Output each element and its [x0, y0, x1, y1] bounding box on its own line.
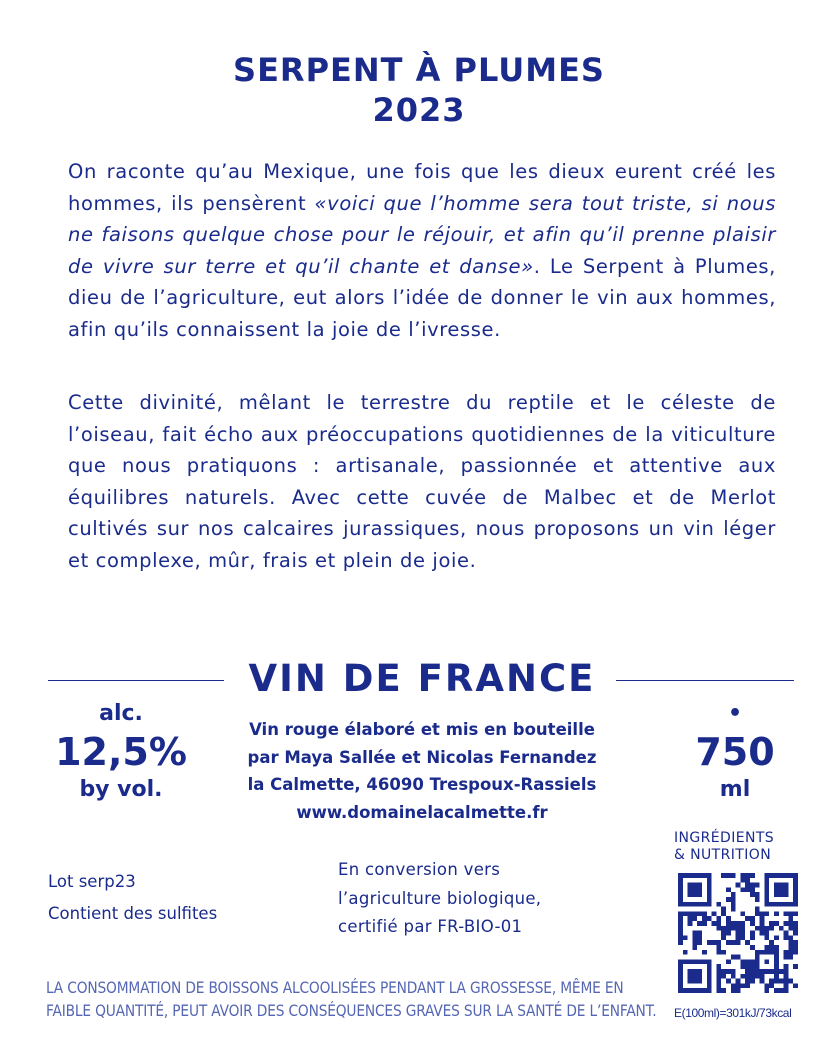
alcohol-unit: by vol.: [79, 777, 163, 802]
qr-code-icon[interactable]: [678, 873, 798, 993]
producer-line-1: Vin rouge élaboré et mis en bouteille: [249, 720, 595, 739]
producer-line-3: la Calmette, 46090 Trespoux-Rassiels: [247, 775, 597, 794]
organic-info: [338, 856, 541, 942]
nutrition-heading: [674, 830, 798, 863]
divider-right: [616, 680, 794, 681]
organic-line-3: certifié par FR-BIO-01: [338, 917, 523, 936]
organic-line-1: En conversion vers: [338, 860, 501, 879]
energy-value: E(100ml)=301kJ/73kcal: [674, 1006, 792, 1020]
bullet-dot: •: [727, 701, 743, 726]
story-quote: «voici que l’homme sera tout triste, si nous ne faisons quelque chose pour le réjouir, et afin qu’il prenne plaisir de vivre sur terre et qu’il chante et danse»: [68, 191, 777, 278]
alcohol-block: [30, 700, 212, 804]
story-text-a: On raconte qu’au Mexique, une fois que les dieux eurent créé les hommes, ils pensèrent: [68, 160, 776, 215]
producer-website: www.domainelacalmette.fr: [296, 802, 548, 822]
lot-number: Lot serp23: [48, 872, 136, 891]
warning-line-1: LA CONSOMMATION DE BOISSONS ALCOOLISÉES PENDANT LA GROSSESSE, MÊME EN: [46, 978, 624, 997]
organic-line-2: l’agriculture biologique,: [338, 888, 542, 908]
alcohol-label: alc.: [99, 701, 143, 726]
story-paragraph-2: Cette divinité, mêlant le terrestre du reptile et le céleste de l’oiseau, fait écho aux préoccupations quotidiennes de la viticulture que nous pratiquons : artisanale, passionnée et attentive aux équilibres naturels. Avec cette cuvée de Malbec et de Merlot cultivés sur nos calcaires jurassiques, nous proposons un vin léger et complexe, mûr, frais et plein de joie.: [68, 391, 776, 572]
volume-block: [660, 700, 810, 804]
pregnancy-warning: [46, 976, 665, 1022]
sulfites-notice: Contient des sulfites: [48, 904, 218, 923]
producer-info: [222, 716, 622, 826]
volume-unit: ml: [719, 777, 751, 802]
wine-name: SERPENT À PLUMES: [233, 51, 605, 89]
appellation: VIN DE FRANCE: [248, 657, 596, 700]
story-text-b: . Le Serpent à Plumes, dieu de l’agriculture, eut alors l’idée de donner le vin aux hommes, afin qu’ils connaissent la joie de l’ivresse.: [68, 254, 776, 341]
divider-left: [48, 680, 224, 681]
volume-value: 750: [695, 730, 775, 774]
warning-line-2: FAIBLE QUANTITÉ, PEUT AVOIR DES CONSÉQUENCES GRAVES SUR LA SANTÉ DE L’ENFANT.: [46, 1001, 657, 1020]
story-paragraph-1: [68, 156, 776, 345]
lot-info: [48, 866, 217, 930]
alcohol-value: 12,5%: [55, 730, 187, 774]
producer-line-2: par Maya Sallée et Nicolas Fernandez: [247, 747, 597, 767]
nutrition-line-2: & NUTRITION: [674, 846, 772, 863]
nutrition-line-1: INGRÉDIENTS: [674, 830, 775, 846]
vintage-year: 2023: [372, 91, 466, 129]
